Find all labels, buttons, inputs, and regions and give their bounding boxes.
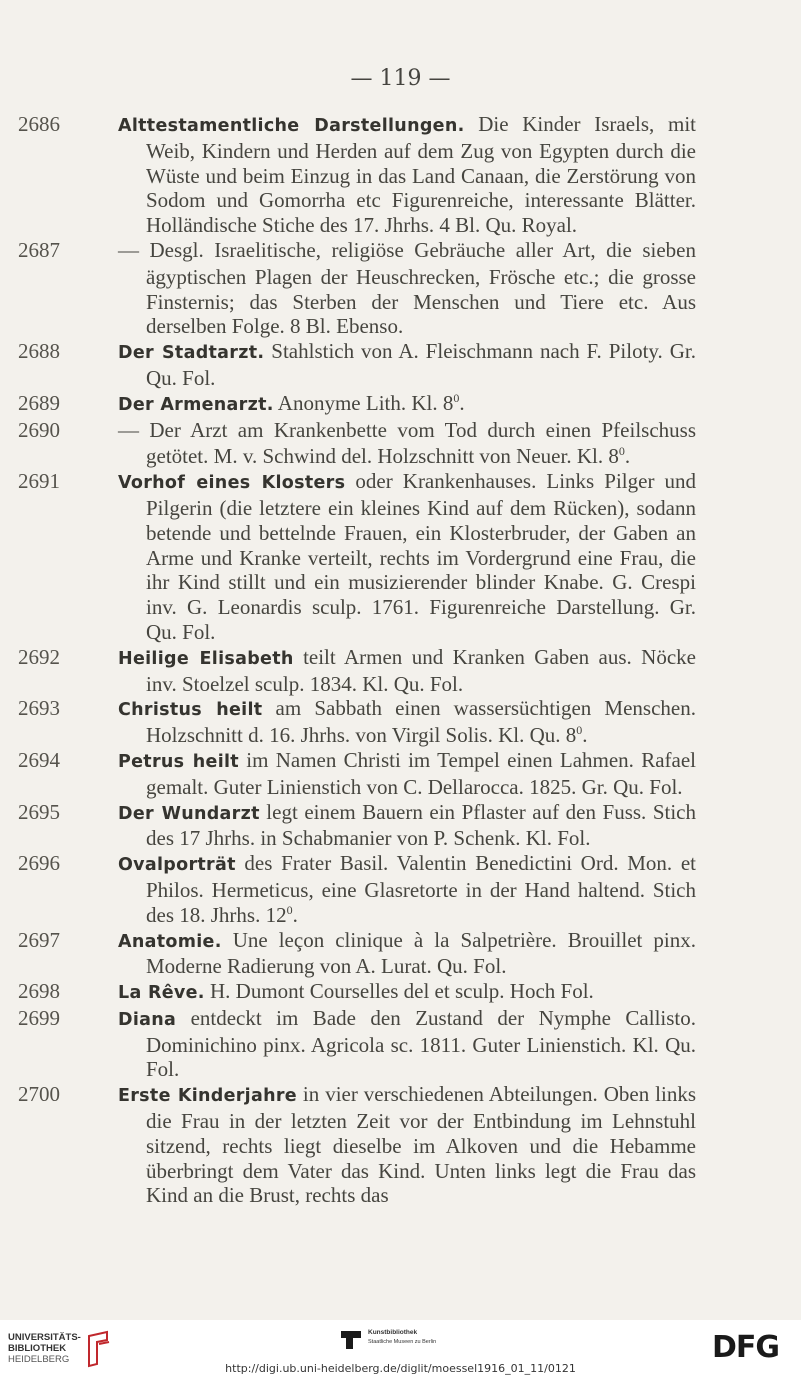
entry-text (118, 696, 696, 748)
entry-text (118, 339, 696, 391)
catalog-entry (0, 645, 801, 697)
entry-number: 2689 (18, 390, 60, 415)
ub-logo-line: BIBLIOTHEK (8, 1343, 67, 1354)
entry-body: im Namen Christi im Tempel einen Lahmen. Rafael gemalt. Guter Linienstich von C. Dellarocca. 1825. Gr. Qu. Fol. (146, 747, 696, 799)
entry-heading: Der Stadtarzt. (118, 343, 265, 364)
entry-heading: Erste Kinderjahre (118, 1086, 297, 1107)
catalog-entry (0, 238, 801, 339)
entry-body: — Der Arzt am Krankenbette vom Tod durch einen Pfeilschuss getötet. M. v. Schwind del. Holzschnitt von Neuer. Kl. 8 (118, 417, 696, 469)
entry-heading: Vorhof eines Klosters (118, 473, 346, 494)
catalog-entry (0, 696, 801, 748)
viewer-footer (0, 1320, 801, 1378)
entry-number: 2691 (18, 469, 60, 494)
entry-number: 2697 (18, 927, 60, 952)
entry-heading: Ovalporträt (118, 855, 236, 876)
catalog-entry (0, 748, 801, 800)
entry-number: 2692 (18, 644, 60, 669)
catalog-entry (0, 1082, 801, 1208)
document-url[interactable]: http://digi.ub.uni-heidelberg.de/diglit/moessel1916_01_11/0121 (225, 1362, 576, 1375)
page-number: — 119 — (350, 66, 451, 91)
entry-body: des Frater Basil. Valentin Benedictini Ord. Mon. et Philos. Hermeticus, eine Glasretorte in der Hand haltend. Stich des 18. Jhrhs. 12 (146, 851, 696, 927)
entry-body: Une leçon clinique à la Salpetrière. Brouillet pinx. Moderne Radierung von A. Lurat. Qu. Fol. (146, 927, 696, 979)
catalog-entry (0, 1006, 801, 1082)
entry-number: 2694 (18, 747, 60, 772)
catalog-entry (0, 469, 801, 645)
kb-name: Kunstbibliothek (368, 1329, 418, 1336)
catalog-entry (0, 339, 801, 391)
entry-text (118, 928, 696, 980)
entry-body: am Sabbath einen wassersüchtigen Menschen. Holzschnitt d. 16. Jhrhs. von Virgil Solis. Kl. Qu. 8 (146, 696, 696, 748)
entry-tail: . (624, 444, 631, 469)
entry-text (118, 645, 696, 697)
entry-body: Stahlstich von A. Fleischmann nach F. Piloty. Gr. Qu. Fol. (146, 339, 696, 390)
entry-number: 2696 (18, 851, 60, 876)
catalog-entry (0, 112, 801, 238)
entry-text (118, 800, 696, 852)
entry-heading: Der Armenarzt. (118, 394, 274, 415)
entry-text (118, 748, 696, 800)
entry-heading: Anatomie. (118, 931, 222, 952)
ub-logo-line: HEIDELBERG (8, 1354, 70, 1365)
entry-heading: Diana (118, 1009, 177, 1030)
catalog-entry (0, 928, 801, 980)
entry-body: teilt Armen und Kranken Gaben aus. Nöcke inv. Stoelzel sculp. 1834. Kl. Qu. Fol. (146, 644, 696, 696)
entry-text (118, 238, 696, 339)
entry-number: 2687 (18, 237, 60, 262)
entry-body: in vier verschiedenen Abteilungen. Oben links die Frau in der letzten Zeit vor der Entbindung im Lehnstuhl sitzend, rechts liegt dieselbe im Alkoven und die Hebamme überbringt dem Vater das Kind. Unten links legt die Frau das Kind an die Brust, rechts das (146, 1082, 696, 1208)
entry-text (118, 979, 696, 1006)
catalog-entry (0, 391, 801, 418)
entry-superscript: 0 (286, 902, 293, 917)
dfg-logo[interactable]: DFG (712, 1330, 780, 1365)
entry-tail: . (582, 723, 588, 748)
entry-tail: . (292, 902, 298, 927)
entry-body: oder Krankenhauses. Links Pilger und Pilgerin (die letztere ein kleines Kind auf dem Rücken), sodann betende und bettelnde Frauen, ein Klosterbruder, der Gaben an Arme und Kranke verteilt, rechts im Vordergrund eine Frau, die ihr Kind stillt und ein musizierender blinder Knabe. G. Crespi inv. G. Leonardis sculp. 1761. Figurenreiche Darstellung. Gr. Qu. Fol. (146, 469, 696, 644)
ub-logo-line: UNIVERSITÄTS- (8, 1332, 81, 1343)
entry-heading: Der Wundarzt (118, 803, 260, 824)
entry-text (118, 469, 696, 645)
entry-number: 2700 (18, 1082, 60, 1107)
entry-number: 2699 (18, 1005, 60, 1030)
entry-superscript: 0 (618, 444, 625, 459)
entry-text (118, 112, 696, 238)
entry-tail: . (459, 390, 465, 415)
catalog-entry (0, 979, 801, 1006)
entry-body: legt einem Bauern ein Pflaster auf den Fuss. Stich des 17 Jhrhs. in Schabmanier von P. Schenk. Kl. Fol. (146, 799, 696, 851)
catalog-entry (0, 851, 801, 927)
kb-subtitle: Staatliche Museen zu Berlin (368, 1339, 437, 1345)
entry-number: 2693 (18, 696, 60, 721)
entry-body: Die Kinder Israels, mit Weib, Kindern und Herden auf dem Zug von Egypten durch die Wüste und beim Einzug in das Land Canaan, die Zerstörung von Sodom und Gomorrha etc Figurenreiche, interessante Blätter. Holländische Stiche des 17. Jhrhs. 4 Bl. Qu. Royal. (146, 112, 696, 238)
entry-text (118, 391, 696, 418)
entry-text (118, 418, 696, 470)
catalog-entries (0, 112, 801, 1208)
entry-text (118, 1006, 696, 1082)
catalog-entry (0, 418, 801, 470)
entry-body: — Desgl. Israelitische, religiöse Gebräuche aller Art, die sieben ägyptischen Plagen der Heuschrecken, Frösche etc.; die grosse Finsternis; das Sterben der Menschen und Tiere etc. Aus derselben Folge. 8 Bl. Ebenso. (118, 237, 696, 339)
ub-logo-text (8, 1332, 83, 1365)
catalog-entry (0, 800, 801, 852)
entry-body: H. Dumont Courselles del et sculp. Hoch Fol. (204, 979, 594, 1004)
entry-number: 2690 (18, 417, 60, 442)
entry-heading: Christus heilt (118, 700, 263, 721)
entry-body: entdeckt im Bade den Zustand der Nymphe Callisto. Dominichino pinx. Agricola sc. 1811. Guter Linienstich. Kl. Qu. Fol. (146, 1005, 696, 1082)
entry-heading: Petrus heilt (118, 751, 239, 772)
entry-body: Anonyme Lith. Kl. 8 (273, 390, 454, 415)
entry-number: 2695 (18, 799, 60, 824)
entry-text (118, 1082, 696, 1208)
entry-heading: Heilige Elisabeth (118, 648, 294, 669)
entry-number: 2686 (18, 112, 60, 136)
entry-superscript: 0 (453, 390, 460, 405)
kunstbibliothek-emblem-icon (340, 1330, 362, 1350)
entry-heading: Alttestamentliche Darstellungen. (118, 116, 465, 136)
entry-number: 2688 (18, 339, 60, 364)
entry-text (118, 851, 696, 927)
kunstbibliothek-logo[interactable] (340, 1328, 480, 1352)
entry-number: 2698 (18, 979, 60, 1004)
entry-heading: La Rêve. (118, 983, 205, 1004)
entry-superscript: 0 (576, 723, 583, 738)
